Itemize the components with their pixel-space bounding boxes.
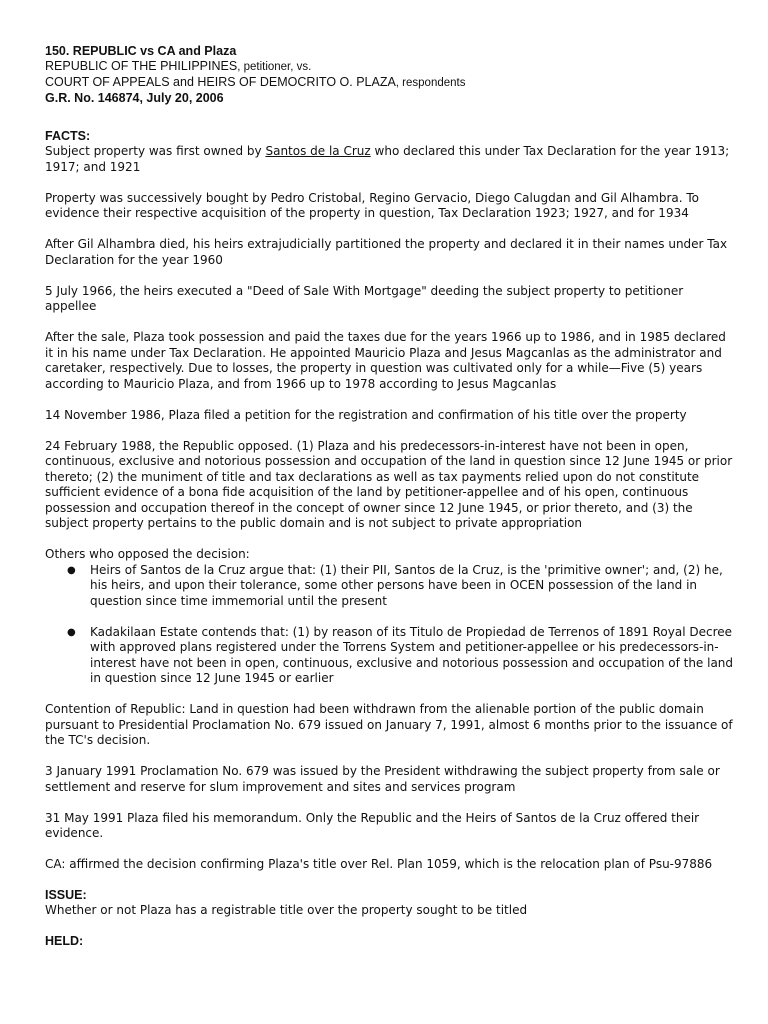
document-page xyxy=(45,44,735,949)
facts-section xyxy=(45,129,735,873)
facts-paragraph-1: Subject property was first owned by Santos de la Cruz who declared this under Tax Declaration for the year 1913; 1917; and 1921 xyxy=(45,144,730,174)
held-heading: HELD: xyxy=(45,934,84,948)
issue-section xyxy=(45,888,735,919)
facts-paragraph-3: After Gil Alhambra died, his heirs extrajudicially partitioned the property and declared it in their names under Tax Declaration for the year 1960 xyxy=(45,237,728,267)
facts-paragraph-4: 5 July 1966, the heirs executed a "Deed of Sale With Mortgage" deeding the subject property to petitioner appellee xyxy=(45,283,684,313)
petitioner-line xyxy=(45,59,735,75)
petitioner-suffix: , petitioner, vs. xyxy=(237,61,312,73)
issue-heading: ISSUE: xyxy=(45,888,87,902)
facts-paragraph-11: CA: affirmed the decision confirming Plaza's title over Rel. Plan 1059, which is the relocation plan of Psu-97886 xyxy=(45,857,713,871)
facts-paragraph-5: After the sale, Plaza took possession and paid the taxes due for the years 1966 up to 1986, and in 1985 declared it in his name under Tax Declaration. He appointed Mauricio Plaza and Jesus Magcanlas as the administrator and caretaker, respectively. Due to losses, the property in question was cultivated only for a while—Five (5) years according to Mauricio Plaza, and from 1966 up to 1978 according to Jesus Magcanlas xyxy=(45,330,726,391)
gr-number: G.R. No. 146874, July 20, 2006 xyxy=(45,91,224,105)
oppositors-list xyxy=(45,563,735,687)
santos-de-la-cruz-link: Santos de la Cruz xyxy=(265,144,371,158)
facts-paragraph-7: 24 February 1988, the Republic opposed. (1) Plaza and his predecessors-in-interest have not been in open, continuous, exclusive and notorious possession and occupation of the land in question since 12 June 1945 or prior thereto; (2) the muniment of title and tax declarations as well as tax payments relied upon do not constitute sufficient evidence of a bona fide acquisition of the land by petitioner-appellee and of his open, continuous possession and occupation thereof in the concept of owner since 12 June 1945, or prior thereto, and (3) the subject property pertains to the public domain and is not subject to private appropriation xyxy=(45,438,733,530)
bullet-icon: ● xyxy=(67,564,76,576)
issue-text: Whether or not Plaza has a registrable title over the property sought to be titled xyxy=(45,903,528,917)
held-section xyxy=(45,934,735,949)
others-intro: Others who opposed the decision: xyxy=(45,547,250,561)
bullet-icon: ● xyxy=(67,626,76,638)
facts-paragraph-9: 3 January 1991 Proclamation No. 679 was issued by the President withdrawing the subject property from sale or settlement and reserve for slum improvement and sites and services program xyxy=(45,764,720,794)
respondent-name: COURT OF APPEALS and HEIRS OF DEMOCRITO O. PLAZA xyxy=(45,75,396,89)
case-header xyxy=(45,44,735,106)
respondent-suffix: , respondents xyxy=(395,77,466,89)
case-title: 150. REPUBLIC vs CA and Plaza xyxy=(45,44,237,58)
facts-paragraph-6: 14 November 1986, Plaza filed a petition for the registration and confirmation of his title over the property xyxy=(45,407,687,422)
spacer xyxy=(45,106,735,129)
list-item: ● Heirs of Santos de la Cruz argue that: (1) their PII, Santos de la Cruz, is the 'primitive owner'; and, (2) he, his heirs, and upon their tolerance, some other persons have been in OCEN possession of the land in question since time immemorial until the present xyxy=(67,562,723,608)
facts-heading: FACTS: xyxy=(45,129,91,143)
petitioner-name: REPUBLIC OF THE PHILIPPINES xyxy=(45,59,238,73)
respondent-line xyxy=(45,75,735,91)
facts-paragraph-2: Property was successively bought by Pedro Cristobal, Regino Gervacio, Diego Calugdan and Gil Alhambra. To evidence their respective acquisition of the property in question, Tax Declaration 1923; 1927, and for 1934 xyxy=(45,190,699,220)
list-item: ● Kadakilaan Estate contends that: (1) by reason of its Titulo de Propiedad de Terrenos of 1891 Royal Decree with approved plans registered under the Torrens System and petitioner-appellee or his predecessors-in-interest have not been in open, continuous, exclusive and notorious possession and occupation of the land in question since 12 June 1945 or earlier xyxy=(67,624,734,685)
facts-paragraph-10: 31 May 1991 Plaza filed his memorandum. Only the Republic and the Heirs of Santos de la Cruz offered their evidence. xyxy=(45,810,700,840)
facts-paragraph-8: Contention of Republic: Land in question had been withdrawn from the alienable portion of the public domain pursuant to Presidential Proclamation No. 679 issued on January 7, 1991, almost 6 months prior to the issuance of the TC's decision. xyxy=(45,702,733,747)
